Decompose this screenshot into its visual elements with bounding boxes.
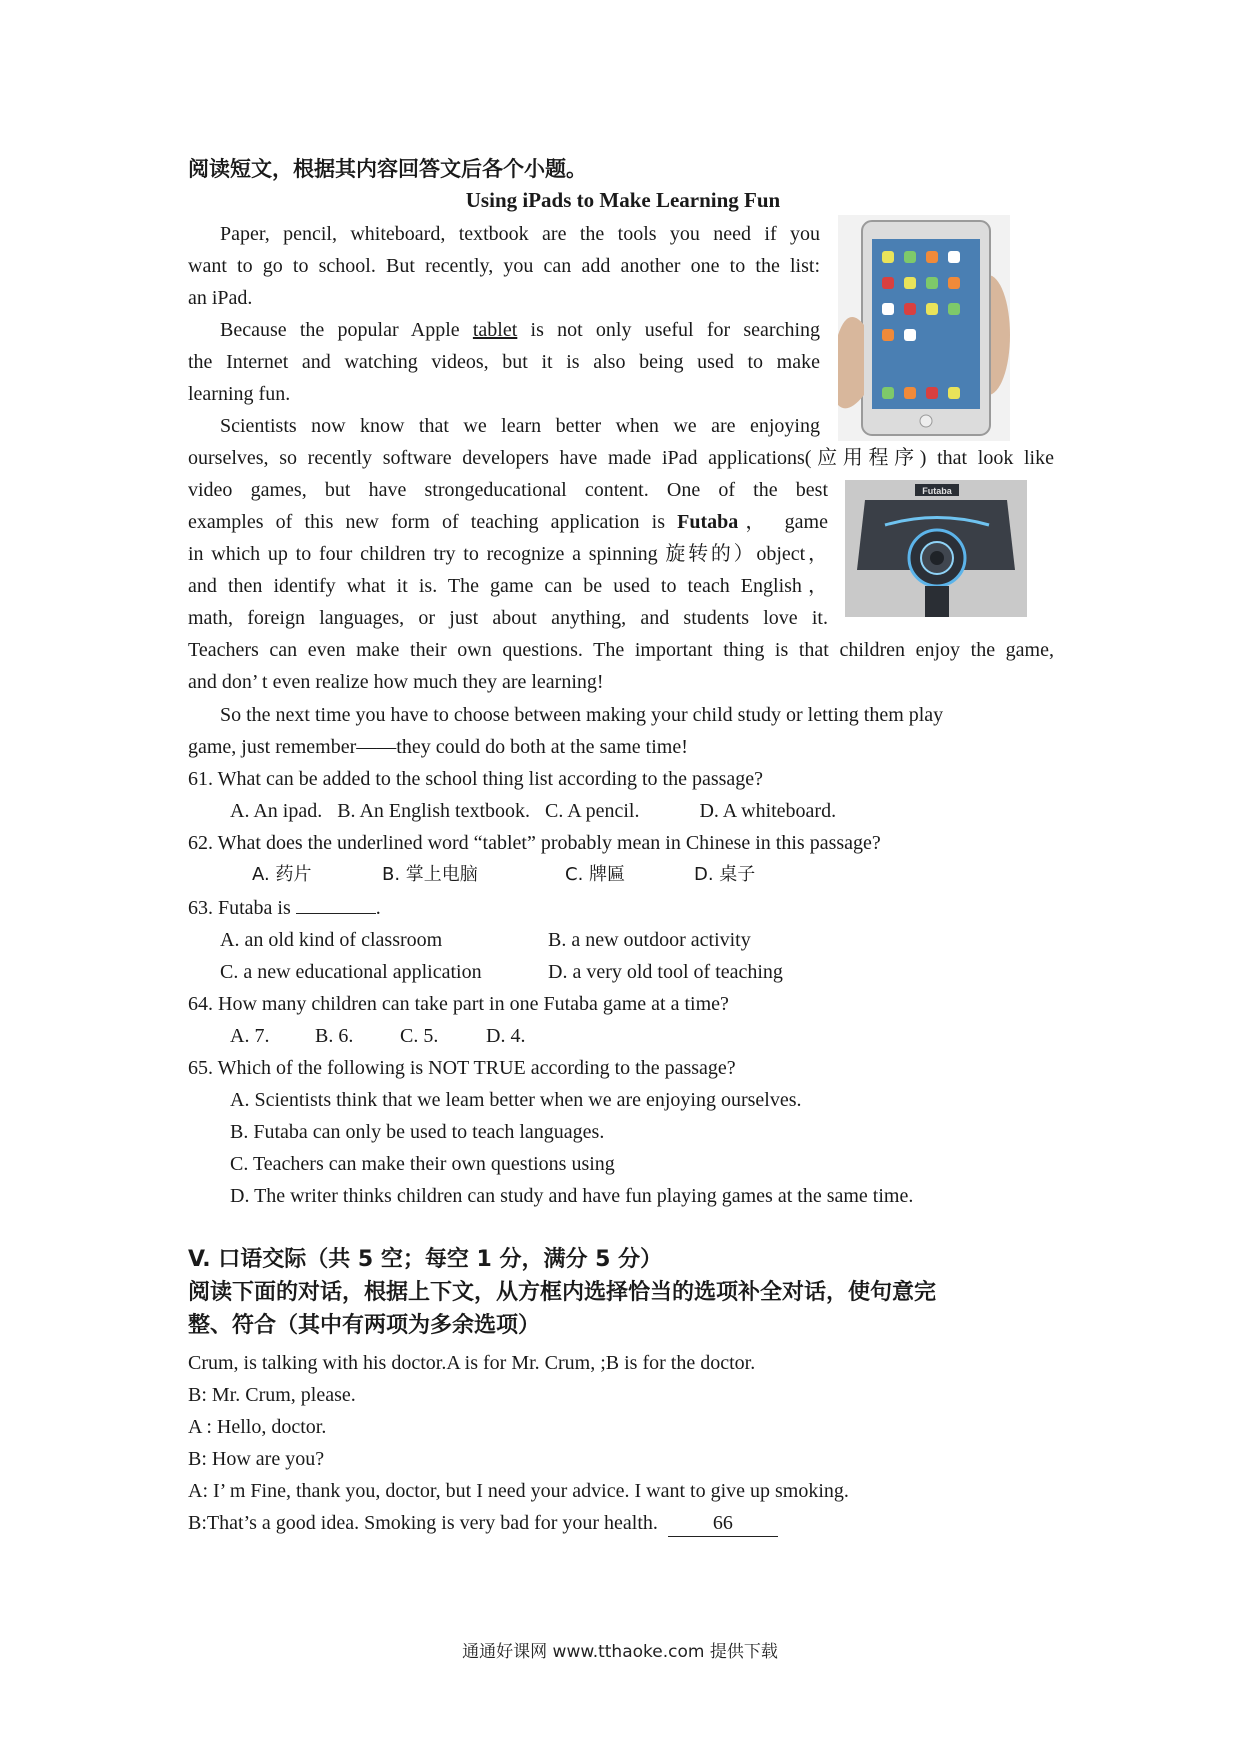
question-65-option-a: A. Scientists think that we leam better when we are enjoying ourselves.: [230, 1089, 802, 1111]
dialog-line-6: B:That’s a good idea. Smoking is very bad for your health. 66: [188, 1510, 778, 1537]
question-64-option-b: B. 6.: [315, 1025, 354, 1047]
reading-instruction: 阅读短文，根据其内容回答文后各个小题。: [188, 157, 587, 181]
p2-line-2: the Internet and watching videos, but it is also being used to make: [188, 351, 820, 373]
question-62-option-a: A. 药片: [252, 864, 312, 885]
question-65-option-b: B. Futaba can only be used to teach languages.: [230, 1121, 605, 1143]
dialog-line-4: B: How are you?: [188, 1448, 325, 1470]
question-62-option-c: C. 牌匾: [565, 864, 626, 885]
p3-line-3: video games, but have strongeducational content. One of the best: [188, 479, 828, 501]
question-64-option-c: C. 5.: [400, 1025, 439, 1047]
question-63-option-b: B. a new outdoor activity: [548, 929, 751, 951]
question-65-option-d: D. The writer thinks children can study and have fun playing games at the same time.: [230, 1185, 914, 1207]
p3-line-8: Teachers can even make their own questions. The important thing is that children enjoy the game,: [188, 639, 1054, 661]
question-64-option-d: D. 4.: [486, 1025, 526, 1047]
question-62-option-d: D. 桌子: [694, 864, 756, 885]
dialog-line-2: B: Mr. Crum, please.: [188, 1384, 356, 1406]
dialog-line-3: A : Hello, doctor.: [188, 1416, 327, 1438]
ipad-photo: [838, 215, 1010, 441]
question-63-option-c: C. a new educational application: [220, 961, 482, 983]
p4-line-2: game, just remember——they could do both at the same time!: [188, 736, 688, 758]
p2-line-1: Because the popular Apple tablet is not only useful for searching: [220, 319, 820, 341]
p3-line-7: math, foreign languages, or just about anything, and students love it.: [188, 607, 828, 629]
question-63-option-d: D. a very old tool of teaching: [548, 961, 783, 983]
p2-line-3: learning fun.: [188, 383, 291, 405]
p1-line-3: an iPad.: [188, 287, 253, 309]
p3-line-1: Scientists now know that we learn better when we are enjoying: [220, 415, 820, 437]
futaba-label: Futaba: [922, 486, 952, 496]
question-61: 61. What can be added to the school thing list according to the passage?: [188, 768, 764, 790]
dialog-line-1: Crum, is talking with his doctor.A is for Mr. Crum, ;B is for the doctor.: [188, 1352, 756, 1374]
question-64: 64. How many children can take part in one Futaba game at a time?: [188, 993, 729, 1015]
p4-line-1: So the next time you have to choose between making your child study or letting them play: [220, 704, 944, 726]
question-65: 65. Which of the following is NOT TRUE according to the passage?: [188, 1057, 736, 1079]
question-62: 62. What does the underlined word “tablet” probably mean in Chinese in this passage?: [188, 832, 881, 854]
section-5-heading: V. 口语交际（共 5 空；每空 1 分，满分 5 分）: [188, 1247, 663, 1272]
futaba-device-photo: [845, 480, 1027, 617]
p1-line-1: Paper, pencil, whiteboard, textbook are the tools you need if you: [220, 223, 820, 245]
blank-66[interactable]: 66: [668, 1510, 778, 1537]
question-61-options: A. An ipad. B. An English textbook. C. A pencil. D. A whiteboard.: [230, 800, 837, 822]
p3-line-6: and then identify what it is. The game can be used to teach English，: [188, 575, 828, 597]
dialog-line-5: A: I’ m Fine, thank you, doctor, but I need your advice. I want to give up smoking.: [188, 1480, 849, 1502]
p3-line-5: in which up to four children try to recognize a spinning 旋转的）object，: [188, 543, 828, 565]
passage-title: Using iPads to Make Learning Fun: [465, 188, 781, 212]
p3-line-9: and don’ t even realize how much they are learning!: [188, 671, 604, 693]
question-65-option-c: C. Teachers can make their own questions using: [230, 1153, 615, 1175]
p1-line-2: want to go to school. But recently, you can add another one to the list:: [188, 255, 820, 277]
blank-63[interactable]: [296, 913, 376, 914]
question-64-option-a: A. 7.: [230, 1025, 270, 1047]
page-footer: 通通好课网 www.tthaoke.com 提供下载: [462, 1642, 778, 1662]
section-5-instruction-1: 阅读下面的对话，根据上下文，从方框内选择恰当的选项补全对话，使句意完: [188, 1280, 937, 1305]
p3-line-2: ourselves, so recently software developers have made iPad applications(应用程序) that look like: [188, 447, 1054, 469]
question-63-option-a: A. an old kind of classroom: [220, 929, 443, 951]
question-62-option-b: B. 掌上电脑: [382, 864, 478, 885]
question-63: 63. Futaba is .: [188, 897, 381, 919]
p3-line-4: examples of this new form of teaching application is Futaba， game: [188, 511, 828, 533]
underlined-word-tablet: tablet: [472, 319, 518, 341]
section-5-instruction-2: 整、符合（其中有两项为多余选项）: [188, 1313, 541, 1338]
